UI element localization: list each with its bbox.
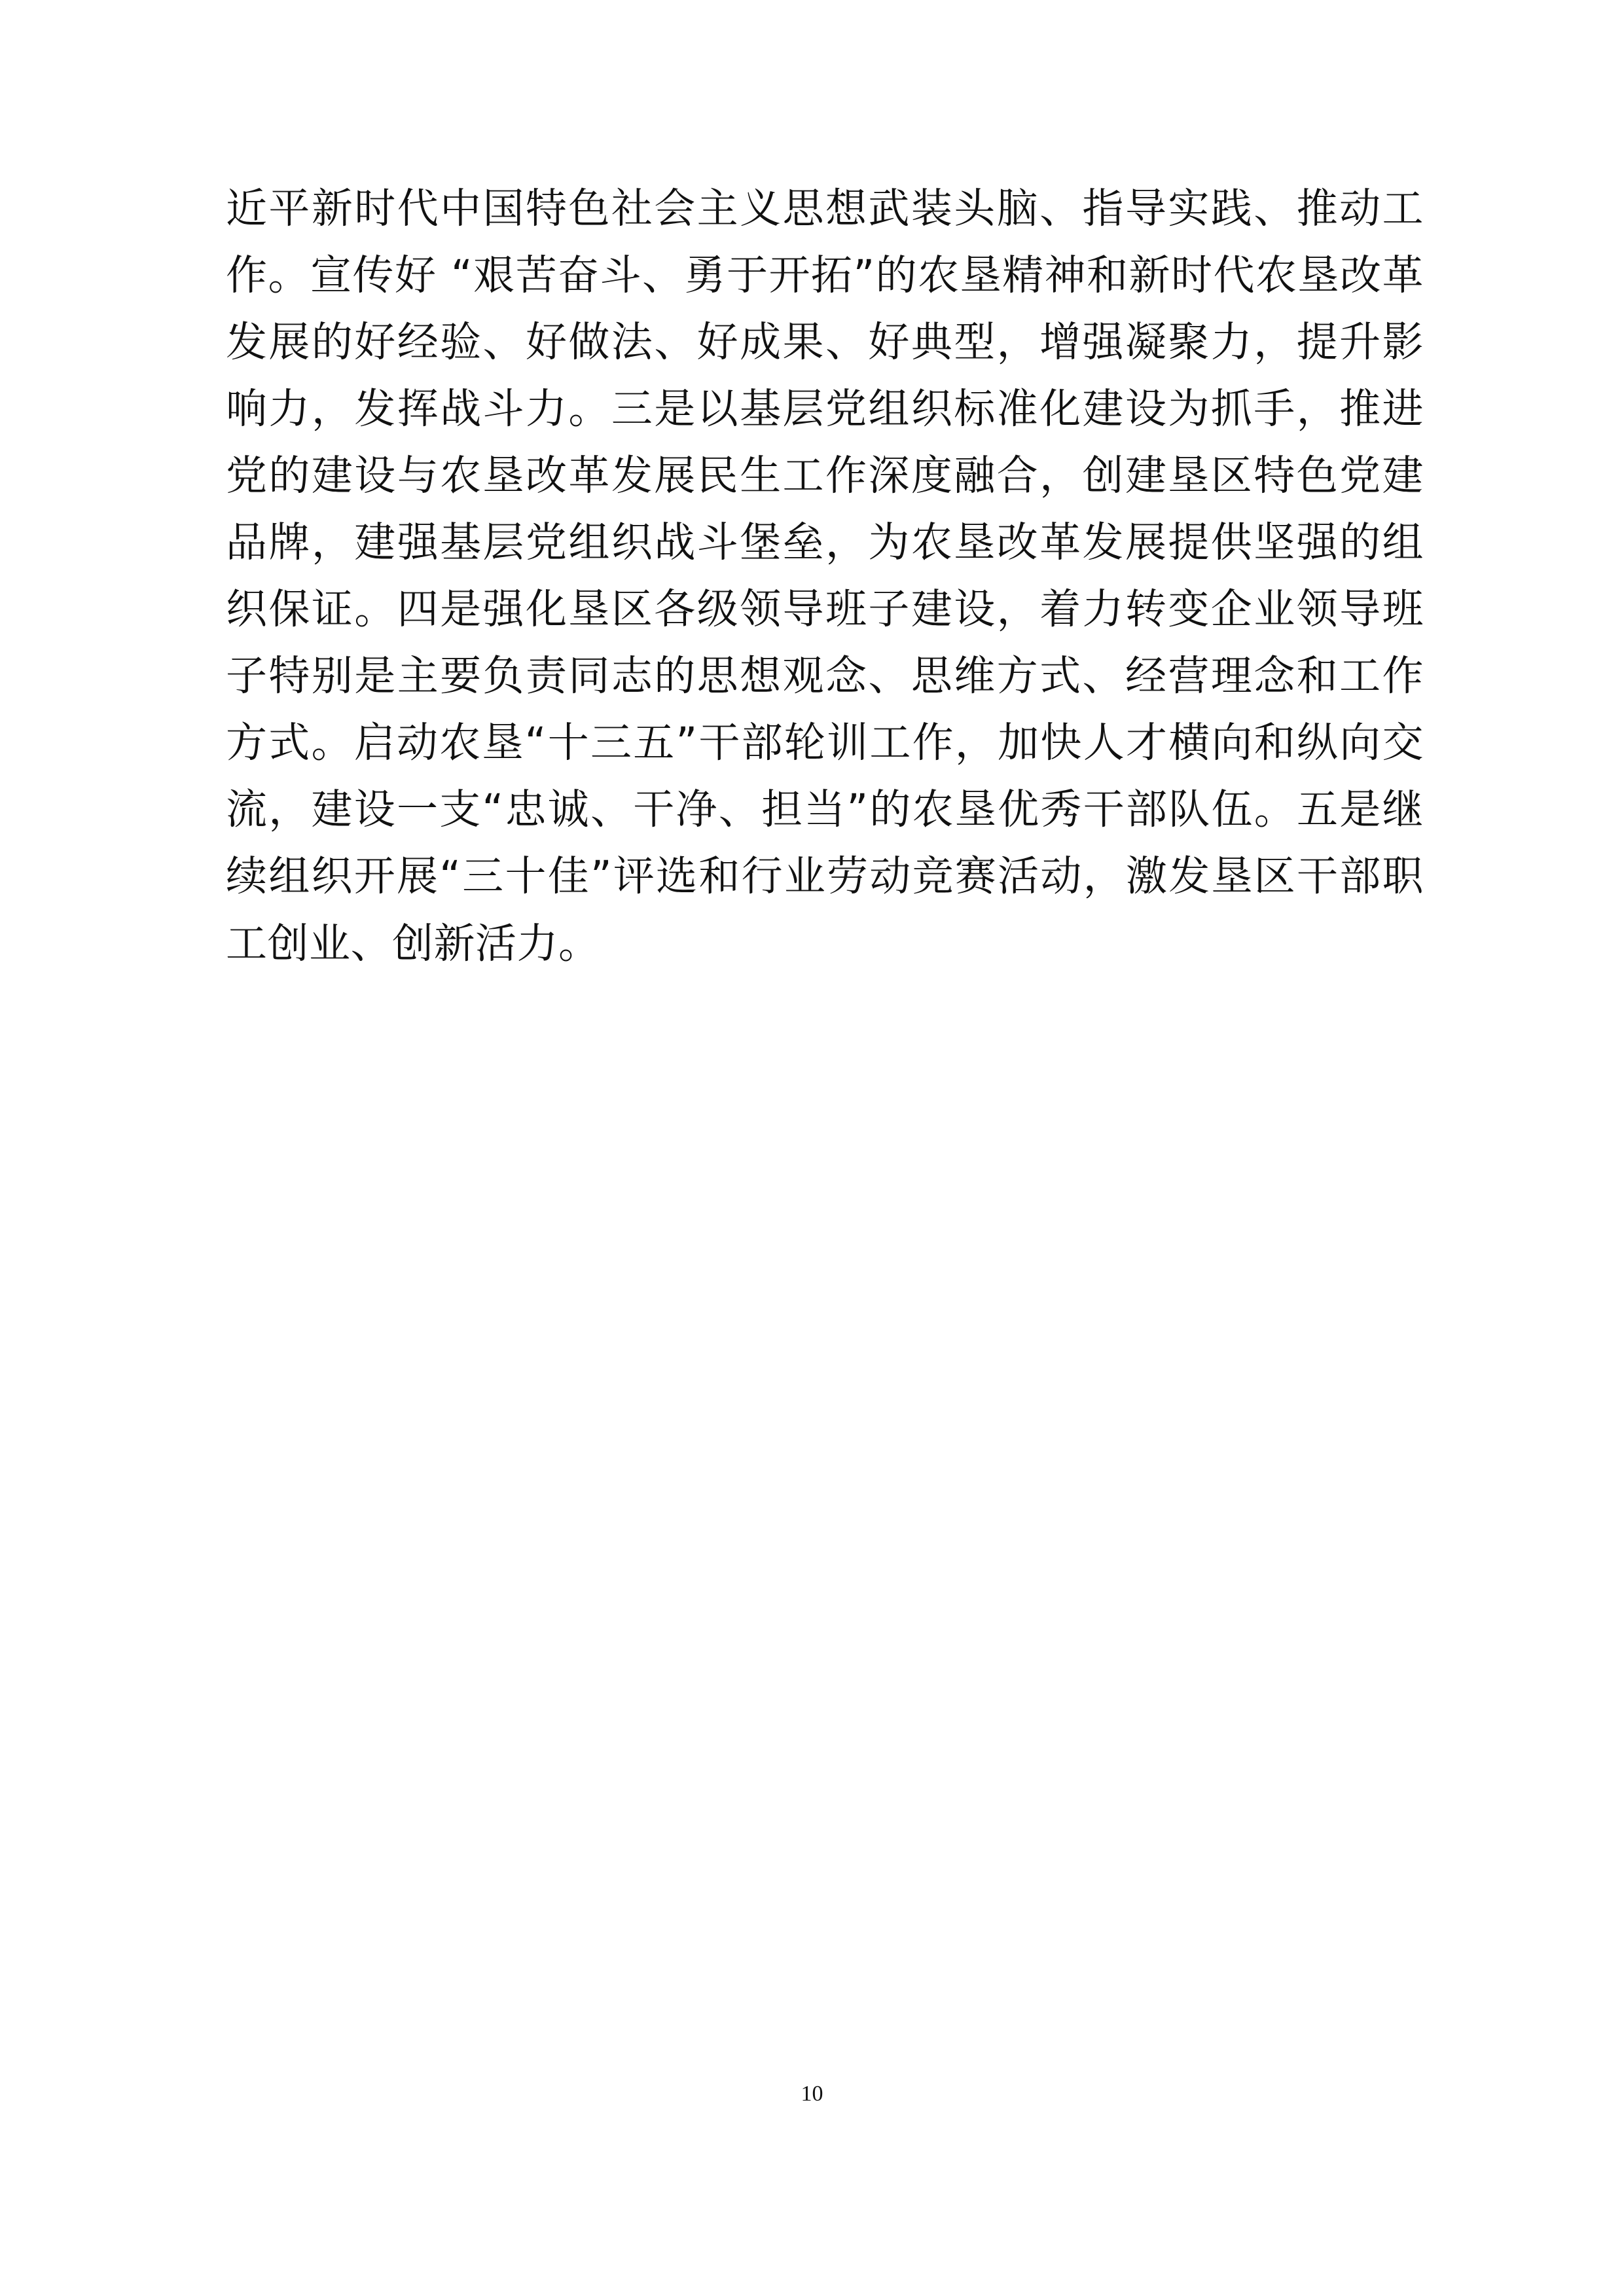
page-number: 10 — [801, 2082, 823, 2106]
body-text-block — [226, 175, 1424, 977]
body-paragraph: 近平新时代中国特色社会主义思想武装头脑、指导实践、推动工作。宣传好 “艰苦奋斗、勇于开拓”的农垦精神和新时代农垦改革发展的好经验、好做法、好成果、好典型，增强凝聚力，提升影响力，发挥战斗力。三是以基层党组织标准化建设为抓手，推进党的建设与农垦改革发展民生工作深度融合，创建垦区特色党建品牌，建强基层党组织战斗堡垒，为农垦改革发展提供坚强的组织保证。四是强化垦区各级领导班子建设，着力转变企业领导班子特别是主要负责同志的思想观念、思维方式、经营理念和工作方式。启动农垦“十三五”干部轮训工作，加快人才横向和纵向交流，建设一支“忠诚、干净、担当”的农垦优秀干部队伍。五是继续组织开展“三十佳”评选和行业劳动竞赛活动，激发垦区干部职工创业、创新活力。 — [226, 185, 1424, 967]
